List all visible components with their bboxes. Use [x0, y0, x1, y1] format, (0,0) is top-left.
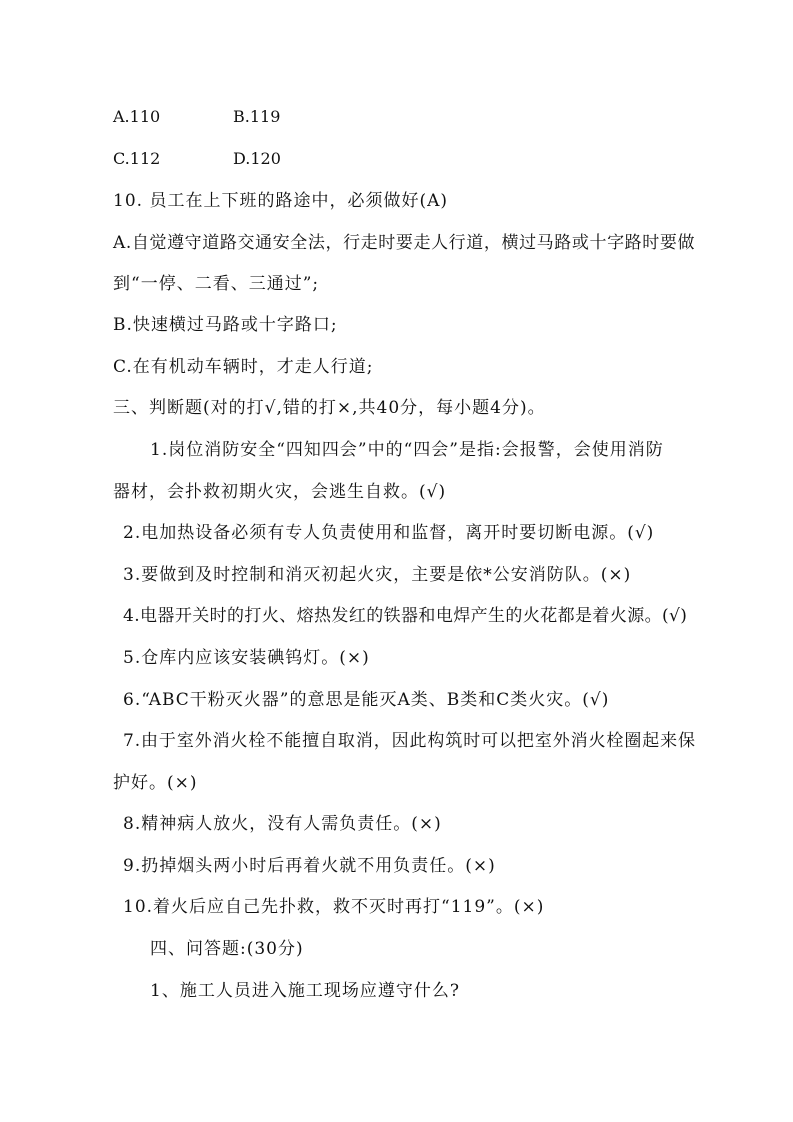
question-10-option-a-line1: A.自觉遵守道路交通安全法，行走时要走人行道，横过马路或十字路时要做 [113, 233, 696, 253]
judge-item-5: 5.仓库内应该安装碘钨灯。(×) [123, 648, 370, 668]
section-3-heading: 三、判断题(对的打√,错的打×,共40分，每小题4分)。 [113, 398, 546, 418]
judge-item-2: 2.电加热设备必须有专人负责使用和监督，离开时要切断电源。(√) [123, 523, 655, 543]
section-4-heading: 四、问答题:(30分) [150, 939, 304, 959]
judge-item-3: 3.要做到及时控制和消灭初起火灾，主要是依*公安消防队。(×) [123, 565, 632, 585]
judge-item-8: 8.精神病人放火，没有人需负责任。(×) [123, 814, 442, 834]
judge-item-7-line1: 7.由于室外消火栓不能擅自取消，因此构筑时可以把室外消火栓圈起来保 [123, 731, 696, 751]
judge-item-4: 4.电器开关时的打火、熔热发红的铁器和电焊产生的火花都是着火源。(√) [123, 606, 688, 626]
judge-item-1-line2: 器材，会扑救初期火灾，会逃生自救。(√) [113, 482, 447, 502]
question-10-stem: 10. 员工在上下班的路途中，必须做好(A) [113, 191, 448, 211]
option-b-119: B.119 [233, 107, 281, 126]
question-10-option-a-line2: 到“一停、二看、三通过”; [113, 274, 320, 294]
judge-item-10: 10.着火后应自己先扑救，救不灭时再打“119”。(×) [123, 897, 545, 917]
judge-item-9: 9.扔掉烟头两小时后再着火就不用负责任。(×) [123, 856, 496, 876]
question-10-option-c: C.在有机动车辆时，才走人行道; [113, 357, 374, 377]
option-d-120: D.120 [233, 149, 281, 168]
judge-item-6: 6.“ABC干粉灭火器”的意思是能灭A类、B类和C类火灾。(√) [123, 690, 610, 710]
option-a-110: A.110 [113, 107, 161, 126]
qa-question-1: 1、施工人员进入施工现场应遵守什么? [150, 981, 460, 1001]
judge-item-7-line2: 护好。(×) [113, 773, 198, 793]
question-10-option-b: B.快速横过马路或十字路口; [113, 315, 338, 335]
option-c-112: C.112 [113, 149, 161, 168]
judge-item-1-line1: 1.岗位消防安全“四知四会”中的“四会”是指:会报警，会使用消防 [150, 440, 664, 460]
